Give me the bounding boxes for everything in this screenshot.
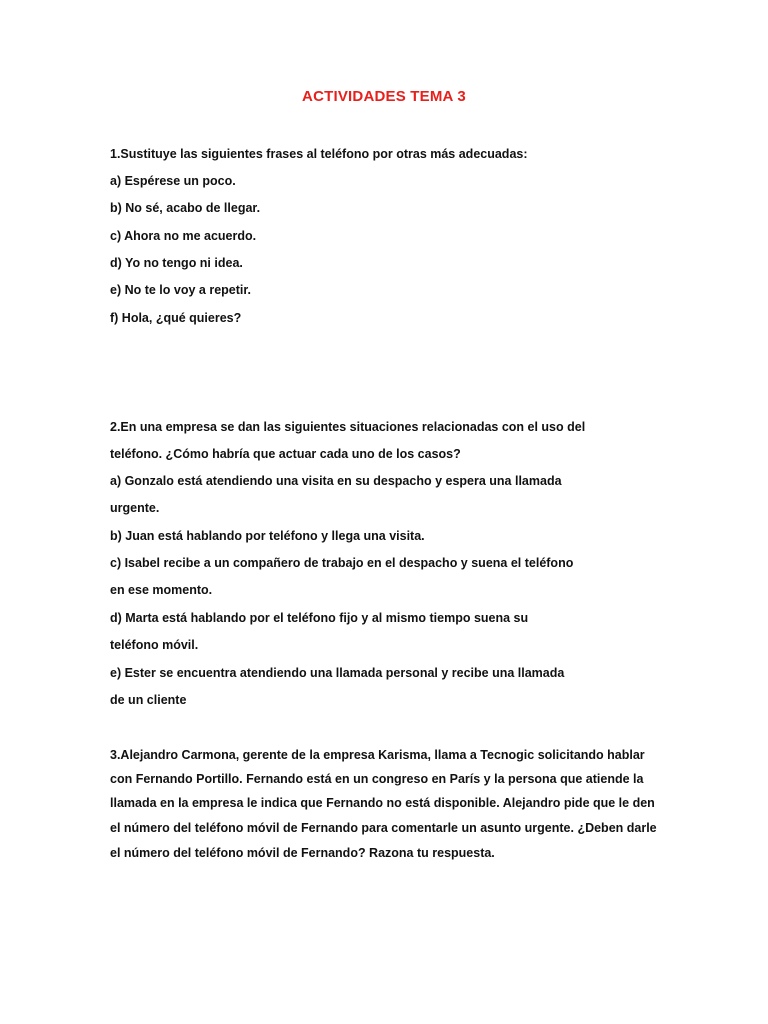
question-1-item: e) No te lo voy a repetir. — [110, 283, 252, 297]
question-2-line: de un cliente — [110, 693, 187, 707]
question-2-line: d) Marta está hablando por el teléfono fijo y al mismo tiempo suena su — [110, 611, 529, 625]
question-3-line: el número del teléfono móvil de Fernando? Razona tu respuesta. — [110, 846, 495, 860]
question-2-line: teléfono móvil. — [110, 638, 199, 652]
question-1-item: f) Hola, ¿qué quieres? — [110, 311, 242, 325]
question-1-item: d) Yo no tengo ni idea. — [110, 256, 243, 270]
question-3-line: el número del teléfono móvil de Fernando para comentarle un asunto urgente. ¿Deben darle — [110, 821, 657, 835]
question-1-heading: 1.Sustituye las siguientes frases al teléfono por otras más adecuadas: — [110, 147, 528, 161]
question-2-line: teléfono. ¿Cómo habría que actuar cada uno de los casos? — [110, 447, 461, 461]
question-3-line: 3.Alejandro Carmona, gerente de la empresa Karisma, llama a Tecnogic solicitando hablar — [110, 748, 645, 762]
question-3-line: llamada en la empresa le indica que Fernando no está disponible. Alejandro pide que le den — [110, 796, 655, 810]
question-2-line: c) Isabel recibe a un compañero de trabajo en el despacho y suena el teléfono — [110, 556, 574, 570]
question-2-line: en ese momento. — [110, 583, 213, 597]
question-2-line: a) Gonzalo está atendiendo una visita en su despacho y espera una llamada — [110, 474, 562, 488]
page-title: ACTIVIDADES TEMA 3 — [302, 88, 466, 105]
question-2-line: 2.En una empresa se dan las siguientes situaciones relacionadas con el uso del — [110, 420, 586, 434]
question-2-line: e) Ester se encuentra atendiendo una llamada personal y recibe una llamada — [110, 666, 565, 680]
question-2-line: urgente. — [110, 501, 160, 515]
question-2-line: b) Juan está hablando por teléfono y llega una visita. — [110, 529, 425, 543]
question-1-item: a) Espérese un poco. — [110, 174, 236, 188]
question-1-item: b) No sé, acabo de llegar. — [110, 201, 261, 215]
question-1-item: c) Ahora no me acuerdo. — [110, 229, 257, 243]
question-3-line: con Fernando Portillo. Fernando está en un congreso en París y la persona que atiende la — [110, 772, 644, 786]
